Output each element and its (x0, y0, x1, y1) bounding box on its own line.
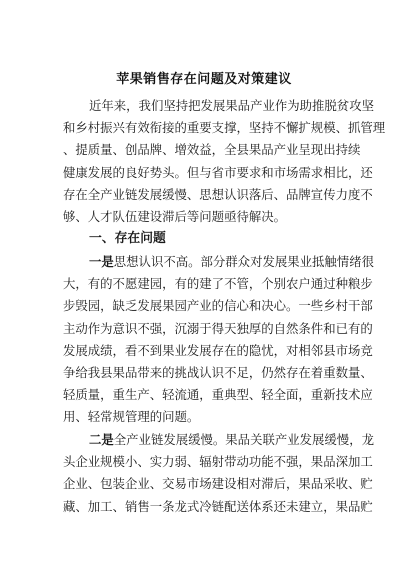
paragraph-lead: 一是 (89, 254, 114, 269)
paragraph-line: 头企业规模小、实力弱、辐射带动功能不强，果品深加工 (63, 454, 373, 470)
intro-line: 和乡村振兴有效衔接的重要支撑，坚持不懈扩规模、抓管理 (63, 120, 386, 136)
intro-line: 近年来，我们坚持把发展果品产业作为助推脱贫攻坚 (89, 98, 374, 113)
paragraph-lead: 二是 (89, 432, 114, 447)
paragraph-line: 思想认识不高。部分群众对发展果业抵触情绪很 (113, 254, 374, 269)
paragraph-line: 步毁园，缺乏发展果园产业的信心和决心。一些乡村干部 (63, 298, 373, 314)
paragraph-line: 用、轻常规管理的问题。 (63, 409, 200, 425)
paragraph-line: 主动作为意识不强，沉溺于得天独厚的自然条件和已有的 (63, 320, 373, 336)
paragraph-line: 争给我县果品带来的挑战认识不足，仍然存在着重数量、 (63, 364, 373, 380)
section-heading: 一、存在问题 (89, 231, 166, 246)
paragraph-line: 藏、加工、销售一条龙式冷链配送体系还未建立，果品贮 (63, 498, 373, 514)
section-heading-container (63, 228, 346, 250)
intro-line: 存在全产业链发展缓慢、思想认识落后、品牌宣传力度不 (63, 186, 373, 202)
paragraph-line: 全产业链发展缓慢。果品关联产业发展缓慢，龙 (113, 432, 374, 447)
paragraph-line: 发展成绩，看不到果业发展存在的隐忧，对相邻县市场竞 (63, 342, 373, 358)
paragraph-line: 轻质量，重生产、轻流通，重典型、轻全面，重新技术应 (63, 387, 373, 403)
intro-line: 够、人才队伍建设滞后等问题亟待解决。 (63, 208, 287, 224)
intro-paragraph (63, 95, 386, 228)
paragraph-2 (63, 429, 374, 518)
paragraph-line: 企业、包装企业、交易市场建设相对滞后，果品采收、贮 (63, 476, 373, 492)
intro-line: 、提质量、创品牌、增效益，全县果品产业呈现出持续 (63, 142, 361, 158)
intro-line: 健康发展的良好势头。但与省市要求和市场需求相比，还 (63, 164, 373, 180)
document-title: 苹果销售存在问题及对策建议 (116, 72, 292, 87)
paragraph-line: 大，有的不愿建园，有的建了不管，个别农户通过种粮步 (63, 276, 373, 292)
paragraph-1 (63, 251, 374, 429)
